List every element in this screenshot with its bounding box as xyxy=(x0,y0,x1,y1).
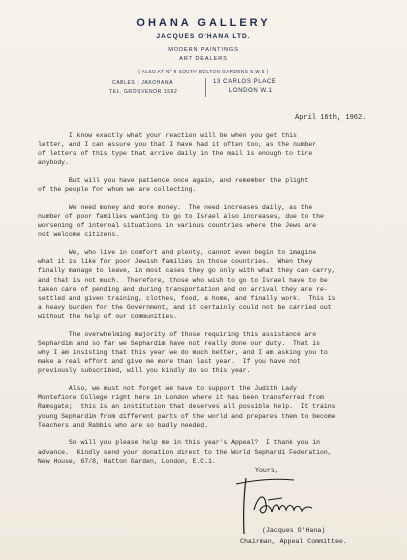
letter-paragraph: Also, we must not forget we have to support the Judith Lady Montefiore College right here in London where it has been transferred from Ramsgate; this is an institution that deserves all possible help. It trains young Sephardim from different parts of the world and prepares them to become Teachers and Rabbis who are so badly needed. xyxy=(38,385,336,429)
letter-paragraph: We, who live in comfort and plenty, cannot even begin to imagine what it is like for poor Jewish families in those countries. When they finally manage to leave, in most cases they go only with what they can carry, and that is not much. Therefore, those who wish to go to Israel have to be taken care of pending and during transportation and on arrival they are re- settled and given training, clothes, food, a home, and finally work. This is a heavy burden for the Government, and it certainly could not be carried out without the help of our communities. xyxy=(38,249,336,321)
signatory-name: (Jacques O'Hana) xyxy=(262,527,326,534)
letter-body xyxy=(38,131,378,474)
letter-paragraph: I know exactly what your reaction will be when you get this letter, and I can assure you that I have had it often too, as the number of letters of this type that arrive daily in the mail is enough to tire anybody. xyxy=(38,132,317,167)
letter-paragraph: So will you please help me in this year's Appeal? I thank you in advance. Kindly send your donation direct to the World Sephardi Federation, New House, 67/8, Hatton Garden, London, E.C.1. xyxy=(38,439,332,465)
signatory-role: Chairman, Appeal Committee. xyxy=(240,538,347,545)
letterhead-company-name: JACQUES O'HANA LTD. xyxy=(156,33,251,40)
letter-date: April 16th, 1962. xyxy=(295,114,367,122)
letterhead-divider xyxy=(205,78,206,97)
letter-paragraph: But will you have patience once again, and remember the plight of the people for whom we are collecting. xyxy=(38,177,309,194)
letterhead-gallery-name: OHANA GALLERY xyxy=(136,17,271,29)
letterhead-line-1: MODERN PAINTINGS xyxy=(168,47,239,53)
letterhead-address-line-2: LONDON W.1 xyxy=(229,88,273,94)
letterhead-cables: CABLES : JAKOHANA xyxy=(112,80,174,86)
letter-paragraph: We need money and more money. The need increases daily, as the number of poor families wanting to go to Israel also increases, due to the worsening of internal situations in various countries where the Jews are not welcome citizens. xyxy=(38,203,324,239)
letterhead-also-at: ( ALSO AT Nº 9 SOUTH BOLTON GARDENS S.W.5 ) xyxy=(138,69,269,74)
letter-paragraph: The overwhelming majority of those requiring this assistance are Sephardim and so far we Sephardim have not really done our duty. That is why I am insisting that this year we do much better, and I am asking you to make a real effort and give me more than last year. If you have not previously subscribed, will you kindly do so this year. xyxy=(38,330,328,375)
letterhead-line-2: ART DEALERS xyxy=(179,56,228,62)
letterhead-telephone: TEL. GROSVENOR 1562 xyxy=(109,89,178,95)
letter-closing: Yours, xyxy=(255,467,279,474)
letterhead-address-line-1: 13 CARLOS PLACE xyxy=(213,79,277,85)
